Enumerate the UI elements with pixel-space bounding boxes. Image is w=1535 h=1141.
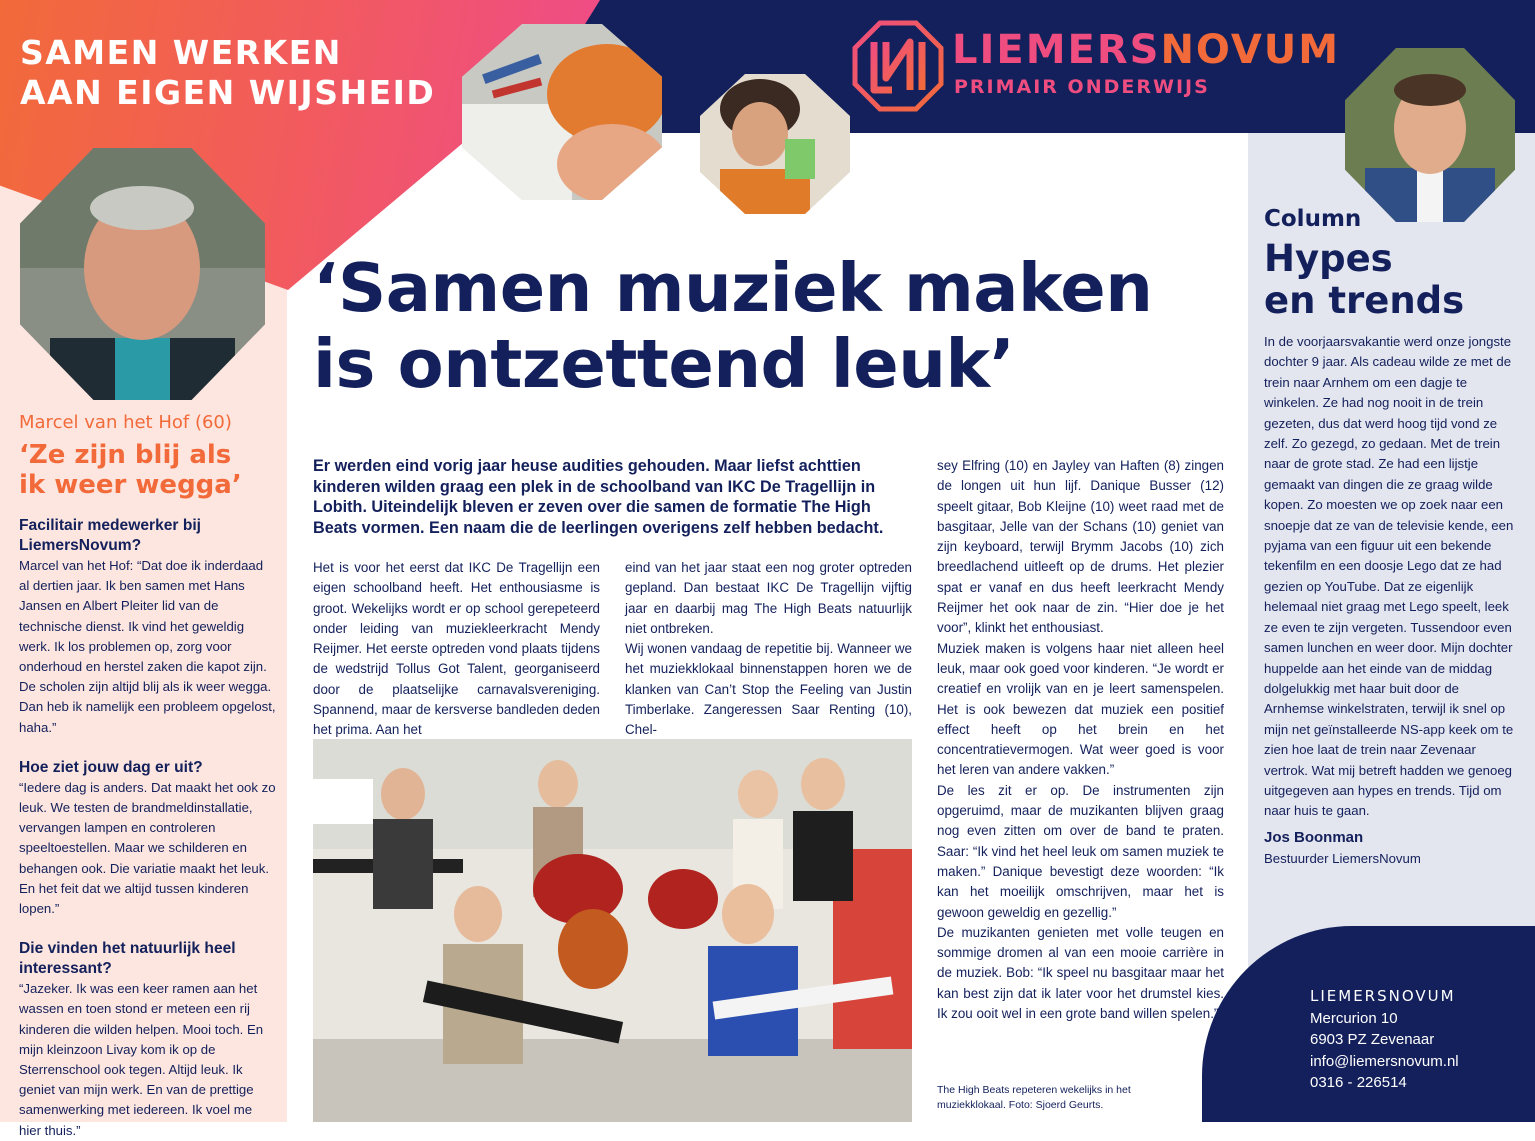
column-author: Jos Boonman xyxy=(1264,829,1364,846)
interview-quote xyxy=(19,440,279,500)
banner-title xyxy=(20,33,460,113)
article-intro: Er werden eind vorig jaar heuse audities gehouden. Maar liefst achttien kinderen wilden graag een plek in de schoolband van IKC De Tragellijn in Lobith. Uiteindelijk bleven er zeven over die samen de formatie The High Beats vormen. Een naam die de leerlingen overigens zelf hebben bedacht. xyxy=(313,457,884,537)
logo-wordmark xyxy=(952,28,1340,72)
interview-answer: Marcel van het Hof: “Dat doe ik inderdaad al dertien jaar. Ik ben samen met Hans Jansen en Albert Pleiter lid van de technische dienst. Ik vind het geweldig werk. Ik los problemen op, zorg voor onderhoud en herstel zaken die kapot zijn. De scholen zijn altijd blij als ik weer wegga. Dan heb ik namelijk een probleem opgelost, haha.” xyxy=(19,558,276,735)
contact-email[interactable]: info@liemersnovum.nl xyxy=(1310,1052,1459,1070)
column-title xyxy=(1264,238,1464,322)
column-author-role: Bestuurder LiemersNovum xyxy=(1264,851,1421,866)
interview-name: Marcel van het Hof (60) xyxy=(19,412,232,433)
photo-drawing-kids xyxy=(462,24,662,200)
paragraph: sey Elfring (10) en Jayley van Haften (8) zingen de longen uit hun lijf. Danique Busser (12) speelt gitaar, Bob Kleijne (10) weet raad met de basgitaar, Jelle van der Schans (10) geniet van zijn keyboard, terwijl Brymm Jacobs (10) zich breedlachend uitleeft op de drums. Het plezier spat er vanaf en dus heeft leerkracht Mendy Reijmer het ook naar de zin. “Hier doe je het voor”, klinkt het enthousiast. xyxy=(937,458,1224,636)
contact-info xyxy=(1310,986,1459,1094)
headline-line-2: is ontzettend leuk’ xyxy=(313,325,1015,403)
liemersnovum-logo-icon xyxy=(852,20,944,112)
photo-band-the-high-beats xyxy=(313,739,912,1122)
column-title-line-1: Hypes xyxy=(1264,237,1393,280)
contact-organisation: LIEMERSNOVUM xyxy=(1310,987,1456,1005)
column-label: Column xyxy=(1264,206,1362,232)
headline-line-1: ‘Samen muziek maken xyxy=(313,249,1153,327)
contact-city: 6903 PZ Zevenaar xyxy=(1310,1031,1435,1048)
interview-question: Die vinden het natuurlijk heel interessant? xyxy=(19,940,236,978)
article-column-2 xyxy=(625,558,912,741)
logo-wordmark-part1: LIEMERS xyxy=(952,27,1161,73)
interview-quote-line-1: ‘Ze zijn blij als xyxy=(19,440,232,470)
headline xyxy=(313,250,1213,402)
logo-wordmark-part2: NOVUM xyxy=(1160,27,1341,73)
interview-question: Hoe ziet jouw dag er uit? xyxy=(19,758,203,776)
interview-text xyxy=(19,516,277,1141)
interview-question: Facilitair medewerker bij LiemersNovum? xyxy=(19,517,202,554)
logo-subtitle: PRIMAIR ONDERWIJS xyxy=(954,76,1210,98)
contact-phone[interactable]: 0316 - 226514 xyxy=(1310,1074,1407,1091)
paragraph: Muziek maken is volgens haar niet alleen heel leuk, maar ook goed voor kinderen. “Je wordt er creatief en vrolijk van en je leert samenspelen. Het is ook bewezen dat muziek een positief effect heeft op het brein en het concentratievermogen. Wat weer goed is voor het leren van andere vakken.” xyxy=(937,640,1224,778)
interview-quote-line-2: ik weer wegga’ xyxy=(19,470,242,500)
paragraph: eind van het jaar staat een nog groter optreden gepland. Dan bestaat IKC De Tragellijn vijftig jaar en daarbij mag The High Beats natuurlijk niet ontbreken. xyxy=(625,560,912,636)
photo-girl-building-blocks xyxy=(700,74,850,214)
article-column-3 xyxy=(937,456,1224,1024)
banner-line-2: AAN EIGEN WIJSHEID xyxy=(20,73,436,112)
paragraph: Wij wonen vandaag de repetitie bij. Wanneer we het muziekklokaal binnenstappen horen we de klanken van Can’t Stop the Feeling van Justin Timberlake. Zangeressen Saar Renting (10), Chel- xyxy=(625,641,912,738)
paragraph: De muzikanten genieten met volle teugen en sommige dromen al van een mooie carrière in de muziek. Bob: “Ik speel nu basgitaar maar het kan best zijn dat ik later voor het drumstel kies. Ik zou ooit wel in een grote band willen spelen.” xyxy=(937,924,1224,1022)
interview-answer: “Iedere dag is anders. Dat maakt het ook zo leuk. We testen de brandmeldinstallatie, vervangen lampen en controleren speeltoestellen. Maar we schilderen en behangen ook. Die variatie maakt het leuk. En het feit dat we altijd tussen kinderen lopen.” xyxy=(19,779,276,917)
article-column-1 xyxy=(313,558,600,741)
contact-street: Mercurion 10 xyxy=(1310,1009,1398,1027)
column-title-line-2: en trends xyxy=(1264,279,1465,322)
paragraph: De les zit er op. De instrumenten zijn opgeruimd, maar de muzikanten blijven graag nog even zitten om over de band te praten. Saar: “Ik vind het heel leuk om samen muziek te maken.” Danique bevestigt deze woorden: “Ik kan het moeilijk omschrijven, maar het is gewoon geweldig en gezellig.” xyxy=(937,782,1224,920)
interview-answer: “Jazeker. Ik was een keer ramen aan het wassen en toen stond er meteen een rij kinderen die wilden helpen. Mooi toch. En mijn kleinzoon Livay kom ik op de Sterrenschool ook tegen. Altijd leuk. Ik geniet van mijn werk. En van de prettige samenwerking met iedereen. Ik voel me hier thuis.” xyxy=(19,981,264,1138)
photo-caption: The High Beats repeteren wekelijks in het muziekklokaal. Foto: Sjoerd Geurts. xyxy=(937,1084,1131,1111)
paragraph: Het is voor het eerst dat IKC De Tragellijn een eigen schoolband heeft. Het enthousiasme is groot. Wekelijks wordt er op school gerepeteerd onder leiding van muziekleerkracht Mendy Reijmer. Het eerste optreden vond plaats tijdens de wedstrijd Tollus Got Talent, georganiseerd door de plaatselijke carnavalsvereniging. Spannend, maar de kersverse bandleden deden het prima. Aan het xyxy=(313,560,600,738)
banner-line-1: SAMEN WERKEN xyxy=(20,33,342,72)
column-text: In de voorjaarsvakantie werd onze jongste dochter 9 jaar. Als cadeau wilde ze met de trein naar Arnhem om een dagje te winkelen. Ze had nog nooit in de trein gezeten, dus dat werd hoog tijd vond ze zelf. Zo gezegd, zo gedaan. Met de trein naar de grote stad. Ze had een lijstje gemaakt van dingen die ze graag wilde kopen. Zo moesten we op zoek naar een snoepje dat ze van de televisie kende, een pyjama van een figuur uit een bekende tekenfilm en een doosje Lego dat ze had gezien op YouTube. Dat ze eigenlijk helemaal niet graag met Lego speelt, leek ze even te zijn vergeten. Tussendoor even samen lunchen en weer door. Mijn dochter huppelde aan het einde van de middag dolgelukkig met haar buit door de Arnhemse winkelstraten, terwijl ik snel op mijn net geïnstalleerde NS-app keek om te zien hoe laat de trein naar Zevenaar vertrok. Wat mij betreft hadden we genoeg uitgegeven aan hypes en trends. Tijd om naar huis te gaan. xyxy=(1264,334,1514,819)
